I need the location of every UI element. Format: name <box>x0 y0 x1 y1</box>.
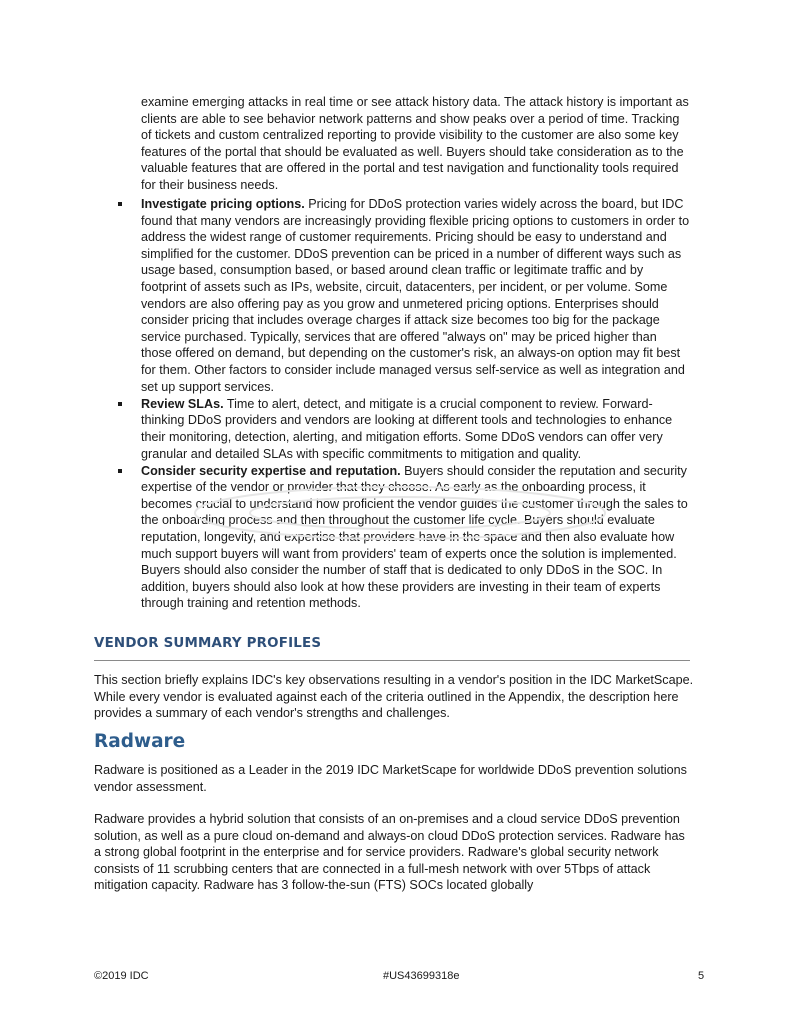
section-divider <box>94 660 690 661</box>
section-heading: VENDOR SUMMARY PROFILES <box>94 636 322 651</box>
page-number: 5 <box>698 970 705 982</box>
bullet-text: Time to alert, detect, and mitigate is a crucial component to review. Forward-thinking DDoS providers and vendors are looking at different tools and technologies to enhance their monitoring, detection, alerting, and mitigation efforts. Some DDoS vendors can offer very granular and detailed SLAs with specific commitments to mitigation and quality. <box>141 396 673 461</box>
bullet-title: Investigate pricing options. <box>141 197 305 211</box>
section-intro: This section briefly explains IDC's key observations resulting in a vendor's position in the IDC MarketScape. While every vendor is evaluated against each of the criteria outlined in the Appendix, the description here provides a summary of each vendor's strengths and challenges. <box>94 673 694 721</box>
bullet-square-icon <box>118 202 122 206</box>
bullet-square-icon <box>118 402 122 406</box>
list-item <box>94 463 690 612</box>
bullet-text: Pricing for DDoS protection varies widely across the board, but IDC found that many vendors are increasingly providing flexible pricing options to customers in order to address the widest range of customer requirements. Pricing should be easy to understand and simplified for the customer. DDoS prevention can be priced in a number of different ways such as usage based, consumption based, or based around clean traffic or legitimate traffic and by footprint of assets such as IPs, website, circuit, datacenters, per incident, or per volume. Some vendors are also offering pay as you grow and unmetered pricing options. Enterprises should consider pricing that includes overage charges if attack size becomes too big for the package service purchased. Typically, services that are offered "always on" may be priced higher than those offered on demand, but depending on the customer's risk, an always-on option may fit best for them. Other factors to consider include managed versus self-service as well as integration and set up support services. <box>141 197 690 394</box>
footer-doc-id: #US43699318e <box>383 970 460 982</box>
buyer-guidance-list <box>94 196 690 613</box>
bullet-square-icon <box>118 469 122 473</box>
bullet-title: Review SLAs. <box>141 396 224 411</box>
vendor-paragraph: Radware is positioned as a Leader in the 2019 IDC MarketScape for worldwide DDoS prevention solutions vendor assessment. <box>94 763 687 794</box>
intro-continuation: examine emerging attacks in real time or see attack history data. The attack history is important as clients are able to see behavior network patterns and show peaks over a period of time. Tracking of tickets and custom centralized reporting to provide visibility to the customer are also some key features of the portal that should be evaluated as well. Buyers should take consideration as to the valuable features that are offered in the portal and test navigation and functionality tools required for their business needs. <box>141 95 689 192</box>
footer-copyright: ©2019 IDC <box>94 970 149 982</box>
vendor-paragraph: Radware provides a hybrid solution that consists of an on-premises and a cloud service DDoS prevention solution, as well as a pure cloud on-demand and always-on cloud DDoS protection services. Radware has a strong global footprint in the enterprise and for service providers. Radware's global security network consists of 11 scrubbing centers that are connected in a full-mesh network with over 5Tbps of attack mitigation capacity. Radware has 3 follow-the-sun (FTS) SOCs located globally <box>94 812 685 893</box>
vendor-heading: Radware <box>94 731 186 752</box>
list-item <box>94 196 690 395</box>
bullet-text: Buyers should consider the reputation and security expertise of the vendor or provider that they choose. As early as the onboarding process, it becomes crucial to understand how proficient the vendor guides the customer through the sales to the onboarding process and then throughout the customer life cycle. Buyers should evaluate reputation, longevity, and expertise that providers have in the space and then also evaluate how much support buyers will want from providers' team of experts once the solution is implemented. Buyers should also consider the number of staff that is dedicated to only DDoS in the SOC. In addition, buyers should also look at how these providers are investing in their team of experts through training and retention methods. <box>141 463 688 611</box>
bullet-title: Consider security expertise and reputation. <box>141 463 401 478</box>
list-item <box>94 396 690 462</box>
